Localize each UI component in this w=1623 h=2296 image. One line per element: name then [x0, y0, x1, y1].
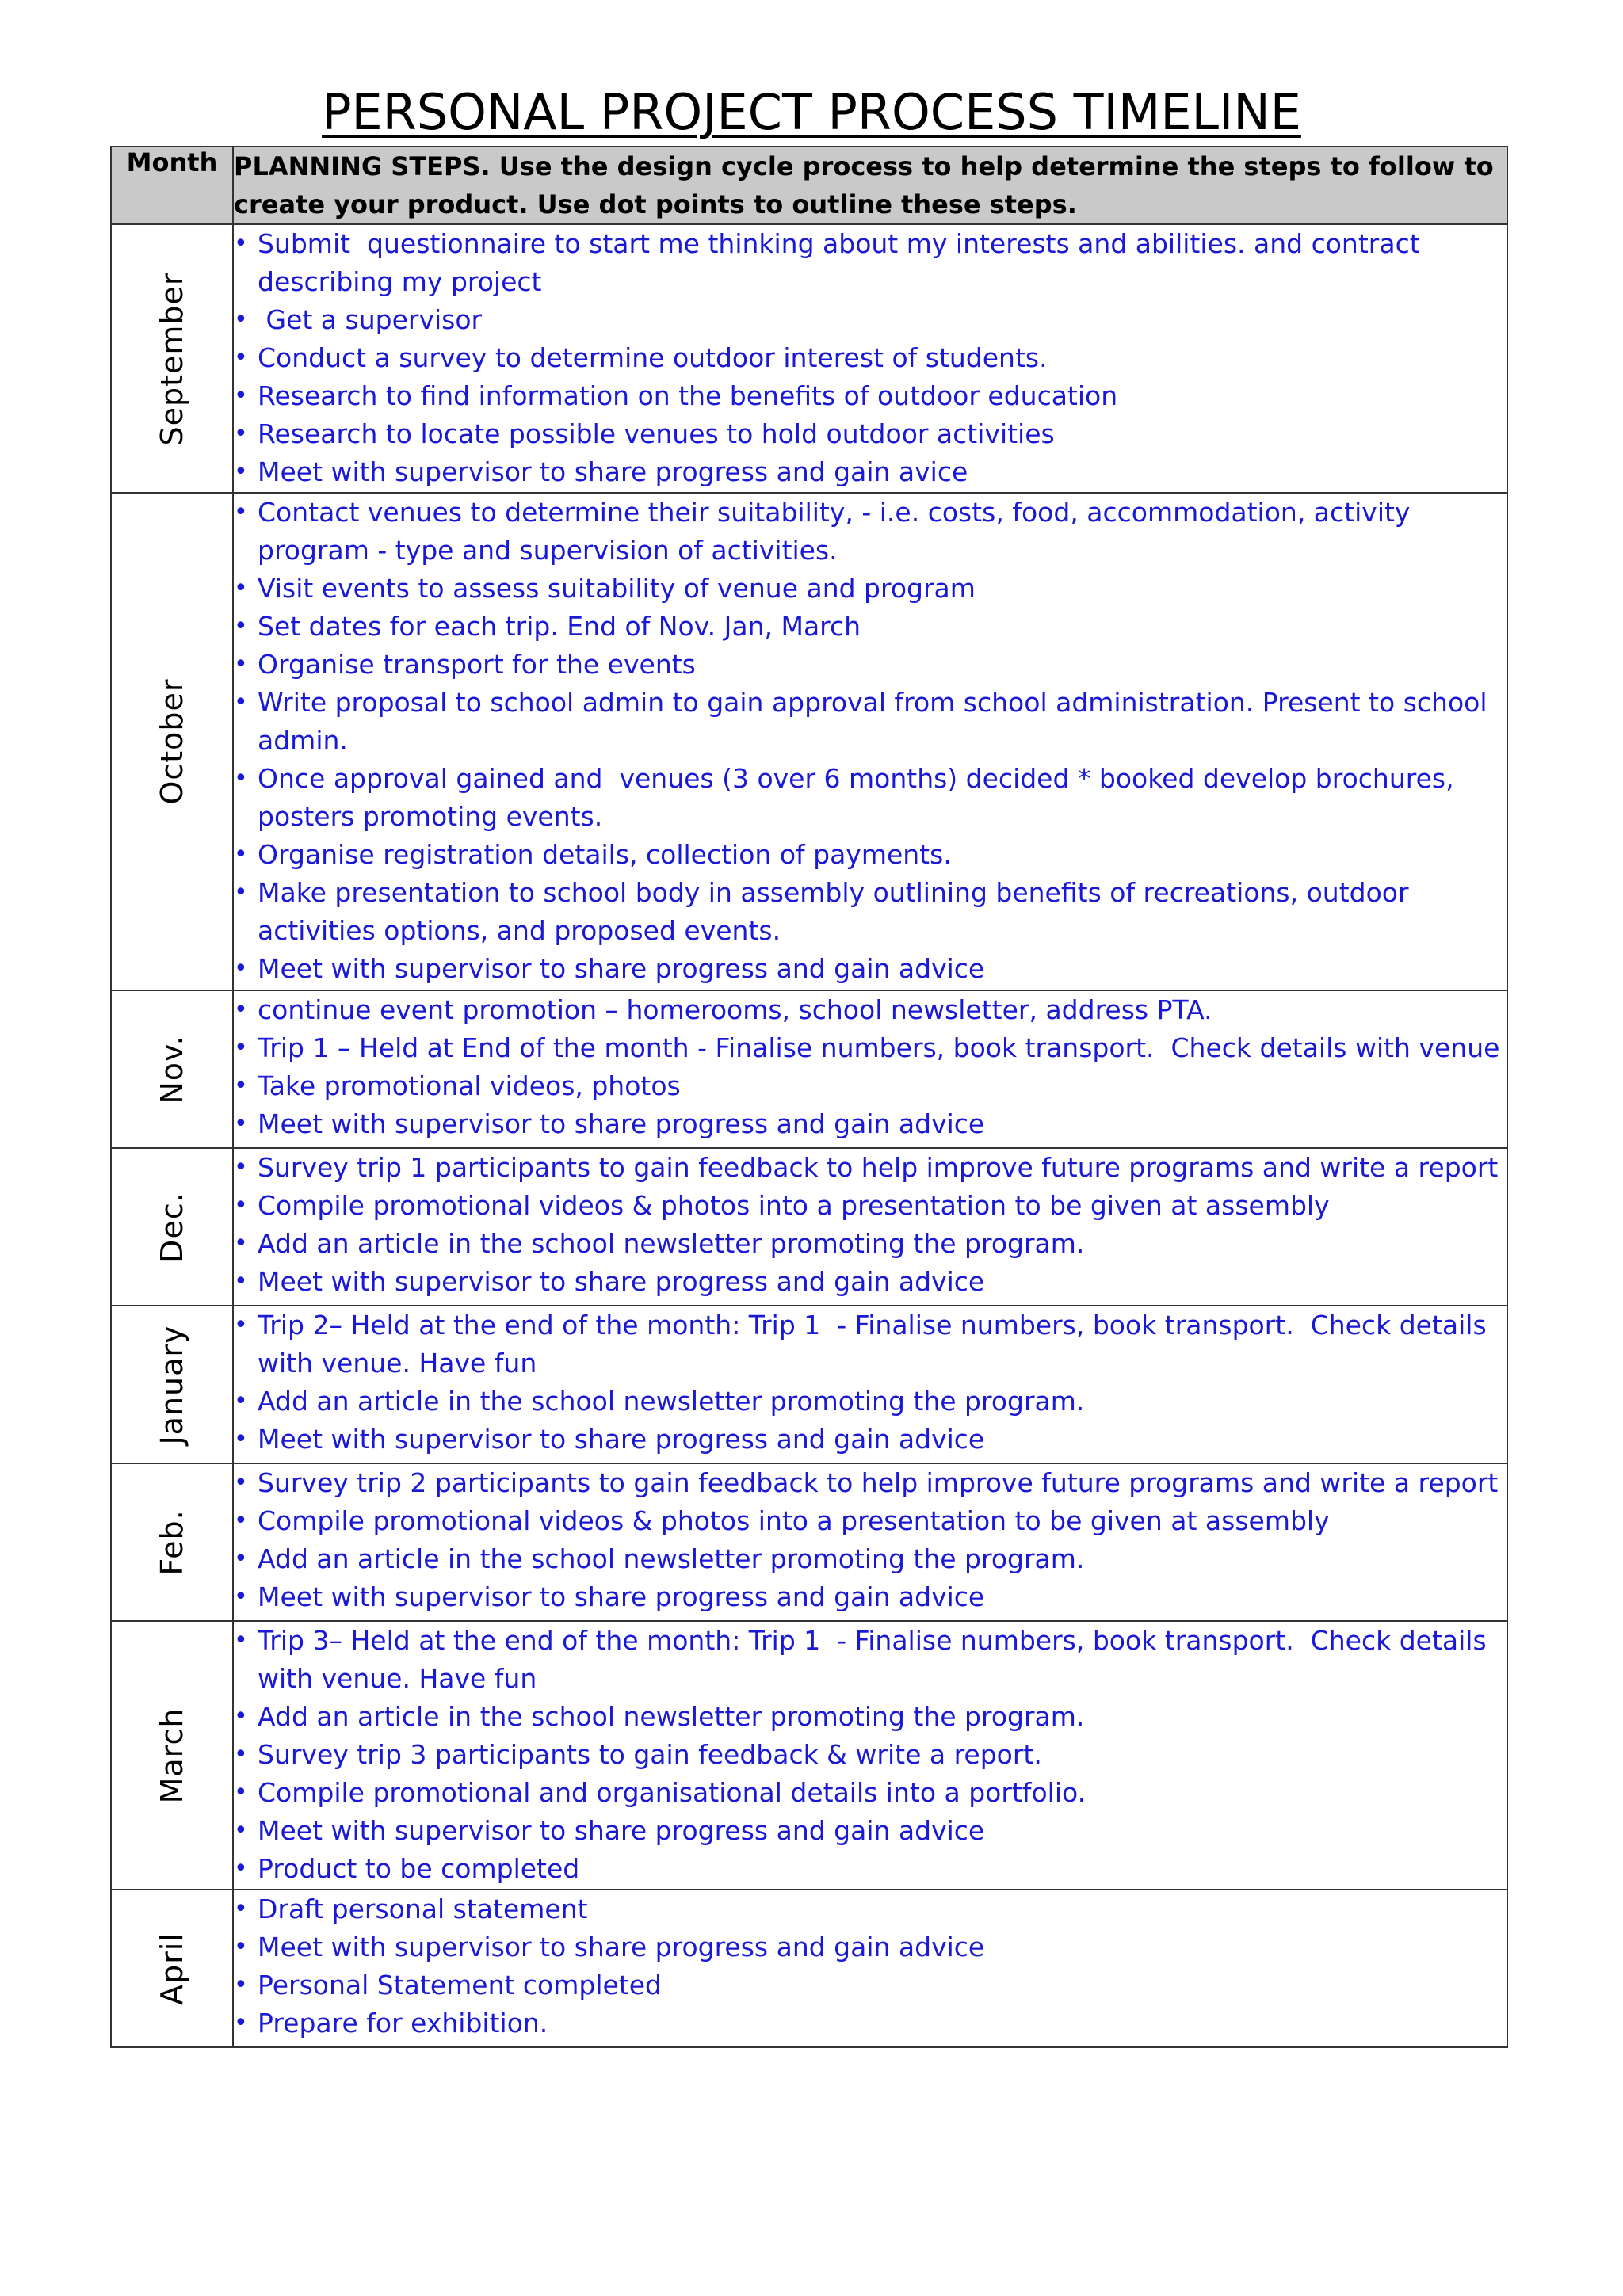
step-text: Contact venues to determine their suitability, - i.e. costs, food, accommodation, activity program - type and supervision of activities.	[258, 497, 1419, 566]
step-item	[234, 1812, 1507, 1850]
step-text: Compile promotional videos & photos into a presentation to be given at assembly	[258, 1505, 1330, 1536]
bullet-icon: •	[234, 230, 248, 257]
bullet-icon: •	[234, 1507, 248, 1535]
step-text: Add an article in the school newsletter promoting the program.	[258, 1386, 1085, 1417]
header-row	[111, 147, 1507, 224]
step-text: Meet with supervisor to share progress and gain advice	[258, 1815, 985, 1846]
bullet-icon: •	[234, 1971, 248, 1999]
steps-list	[234, 1464, 1507, 1616]
step-text: Meet with supervisor to share progress and gain advice	[258, 953, 985, 984]
bullet-icon: •	[234, 612, 248, 640]
month-cell	[111, 1890, 233, 2047]
step-item	[234, 684, 1507, 760]
step-item	[234, 377, 1507, 415]
step-text: Add an article in the school newsletter promoting the program.	[258, 1701, 1085, 1732]
step-item	[234, 608, 1507, 646]
bullet-icon: •	[234, 1895, 248, 1923]
step-text: Organise transport for the events	[258, 649, 696, 680]
bullet-icon: •	[234, 1779, 248, 1806]
step-text: Research to find information on the benefits of outdoor education	[258, 380, 1118, 411]
bullet-icon: •	[234, 1425, 248, 1453]
step-text: Add an article in the school newsletter promoting the program.	[258, 1228, 1085, 1259]
step-item	[234, 1421, 1507, 1459]
step-text: Survey trip 2 participants to gain feedback to help improve future programs and write a report	[258, 1467, 1499, 1498]
bullet-icon: •	[234, 955, 248, 982]
step-text: Meet with supervisor to share progress and gain advice	[258, 1108, 985, 1139]
step-text: Meet with supervisor to share progress and gain advice	[258, 1424, 985, 1455]
timeline-row	[111, 1148, 1507, 1306]
step-text: Meet with supervisor to share progress and gain advice	[258, 1266, 985, 1297]
step-text: Product to be completed	[258, 1853, 580, 1884]
steps-cell	[233, 1463, 1507, 1621]
bullet-icon: •	[234, 1933, 248, 1961]
step-item	[234, 1850, 1507, 1888]
steps-cell	[233, 224, 1507, 493]
month-label: April	[155, 1932, 189, 2005]
step-text: Trip 2– Held at the end of the month: Trip 1 - Finalise numbers, book transport. Check details with venue. Have fun	[258, 1310, 1495, 1379]
bullet-icon: •	[234, 1703, 248, 1730]
timeline-body	[111, 224, 1507, 2047]
bullet-icon: •	[234, 1855, 248, 1882]
steps-cell	[233, 493, 1507, 990]
bullet-icon: •	[234, 574, 248, 602]
month-label: October	[155, 678, 189, 805]
step-text: Visit events to assess suitability of venue and program	[258, 573, 976, 604]
steps-cell	[233, 1306, 1507, 1463]
step-item	[234, 453, 1507, 491]
step-text: Write proposal to school admin to gain approval from school administration. Present to school admin.	[258, 687, 1495, 756]
steps-cell	[233, 1148, 1507, 1306]
step-item	[234, 760, 1507, 836]
bullet-icon: •	[234, 1230, 248, 1257]
steps-list	[234, 225, 1507, 491]
timeline-row	[111, 1463, 1507, 1621]
step-text: Set dates for each trip. End of Nov. Jan, March	[258, 611, 861, 642]
month-cell	[111, 1621, 233, 1890]
month-cell	[111, 1148, 233, 1306]
steps-list	[234, 1890, 1507, 2042]
month-cell	[111, 1306, 233, 1463]
bullet-icon: •	[234, 650, 248, 678]
step-text: Make presentation to school body in assembly outlining benefits of recreations, outdoor activities options, and proposed events.	[258, 877, 1418, 946]
step-text: Organise registration details, collection of payments.	[258, 839, 952, 870]
step-text: Get a supervisor	[258, 304, 483, 335]
timeline-row	[111, 1621, 1507, 1890]
step-item	[234, 874, 1507, 950]
page-title: PERSONAL PROJECT PROCESS TIMELINE	[322, 83, 1301, 141]
month-cell	[111, 224, 233, 493]
month-label: Nov.	[155, 1034, 189, 1104]
step-text: continue event promotion – homerooms, school newsletter, address PTA.	[258, 994, 1212, 1025]
step-text: Meet with supervisor to share progress and gain advice	[258, 1932, 985, 1962]
month-label: Feb.	[155, 1508, 189, 1576]
month-column-header: Month	[111, 147, 233, 224]
bullet-icon: •	[234, 1545, 248, 1573]
timeline-row	[111, 493, 1507, 990]
bullet-icon: •	[234, 1741, 248, 1768]
step-text: Personal Statement completed	[258, 1970, 663, 2000]
step-item	[234, 1578, 1507, 1616]
steps-list	[234, 1149, 1507, 1301]
month-cell	[111, 990, 233, 1148]
step-item	[234, 1540, 1507, 1578]
bullet-icon: •	[234, 420, 248, 448]
step-text: Submit questionnaire to start me thinking about my interests and abilities. and contract describing my project	[258, 228, 1429, 297]
month-label: Dec.	[155, 1191, 189, 1263]
step-text: Survey trip 3 participants to gain feedback & write a report.	[258, 1739, 1042, 1770]
step-item	[234, 415, 1507, 453]
step-item	[234, 570, 1507, 608]
month-label: January	[155, 1324, 189, 1445]
step-text: Take promotional videos, photos	[258, 1070, 681, 1101]
step-item	[234, 1774, 1507, 1812]
bullet-icon: •	[234, 765, 248, 792]
steps-list	[234, 1622, 1507, 1888]
step-item	[234, 991, 1507, 1029]
month-cell	[111, 493, 233, 990]
bullet-icon: •	[234, 1110, 248, 1138]
steps-list	[234, 1306, 1507, 1459]
step-text: Compile promotional and organisational details into a portfolio.	[258, 1777, 1086, 1808]
step-text: Trip 3– Held at the end of the month: Trip 1 - Finalise numbers, book transport. Check details with venue. Have fun	[258, 1625, 1495, 1694]
bullet-icon: •	[234, 1268, 248, 1295]
step-item	[234, 1736, 1507, 1774]
bullet-icon: •	[234, 841, 248, 868]
timeline-row	[111, 990, 1507, 1148]
planning-steps-column-header: PLANNING STEPS. Use the design cycle process to help determine the steps to follow to create your product. Use dot points to outline these steps.	[233, 147, 1507, 224]
step-item	[234, 1029, 1507, 1067]
step-item	[234, 1622, 1507, 1698]
bullet-icon: •	[234, 1583, 248, 1611]
step-item	[234, 1502, 1507, 1540]
bullet-icon: •	[234, 1311, 248, 1339]
bullet-icon: •	[234, 306, 248, 334]
step-item	[234, 339, 1507, 377]
step-item	[234, 1966, 1507, 2004]
bullet-icon: •	[234, 498, 248, 526]
step-text: Meet with supervisor to share progress and gain avice	[258, 456, 968, 487]
bullet-icon: •	[234, 879, 248, 906]
bullet-icon: •	[234, 688, 248, 716]
bullet-icon: •	[234, 1469, 248, 1497]
step-text: Meet with supervisor to share progress and gain advice	[258, 1581, 985, 1612]
bullet-icon: •	[234, 382, 248, 410]
step-item	[234, 1383, 1507, 1421]
steps-cell	[233, 990, 1507, 1148]
step-item	[234, 301, 1507, 339]
step-item	[234, 1105, 1507, 1143]
bullet-icon: •	[234, 1817, 248, 1844]
step-text: Draft personal statement	[258, 1894, 588, 1924]
bullet-icon: •	[234, 1072, 248, 1100]
step-text: Once approval gained and venues (3 over 6 months) decided * booked develop brochures, posters promoting events.	[258, 763, 1463, 832]
timeline-row	[111, 1890, 1507, 2047]
step-item	[234, 1187, 1507, 1225]
step-text: Trip 1 – Held at End of the month - Finalise numbers, book transport. Check details with venue	[258, 1032, 1500, 1063]
step-text: Survey trip 1 participants to gain feedback to help improve future programs and write a report	[258, 1152, 1499, 1183]
month-label: March	[155, 1707, 189, 1803]
timeline-row	[111, 1306, 1507, 1463]
month-label: September	[155, 271, 189, 446]
bullet-icon: •	[234, 996, 248, 1024]
bullet-icon: •	[234, 344, 248, 372]
steps-list	[234, 494, 1507, 988]
step-item	[234, 646, 1507, 684]
bullet-icon: •	[234, 458, 248, 486]
month-cell	[111, 1463, 233, 1621]
bullet-icon: •	[234, 1034, 248, 1062]
step-text: Add an article in the school newsletter promoting the program.	[258, 1543, 1085, 1574]
timeline-table	[110, 146, 1508, 2048]
step-item	[234, 1928, 1507, 1966]
step-text: Conduct a survey to determine outdoor interest of students.	[258, 342, 1048, 373]
step-item	[234, 225, 1507, 301]
step-item	[234, 950, 1507, 988]
step-item	[234, 1306, 1507, 1383]
steps-cell	[233, 1890, 1507, 2047]
timeline-row	[111, 224, 1507, 493]
step-item	[234, 1464, 1507, 1502]
step-text: Compile promotional videos & photos into a presentation to be given at assembly	[258, 1190, 1330, 1221]
step-item	[234, 1067, 1507, 1105]
step-text: Research to locate possible venues to hold outdoor activities	[258, 418, 1055, 449]
step-item	[234, 1890, 1507, 1928]
bullet-icon: •	[234, 1154, 248, 1181]
bullet-icon: •	[234, 1627, 248, 1654]
step-item	[234, 836, 1507, 874]
step-item	[234, 1263, 1507, 1301]
step-item	[234, 494, 1507, 570]
step-item	[234, 1149, 1507, 1187]
step-item	[234, 2004, 1507, 2042]
step-item	[234, 1225, 1507, 1263]
steps-cell	[233, 1621, 1507, 1890]
step-item	[234, 1698, 1507, 1736]
bullet-icon: •	[234, 2009, 248, 2037]
steps-list	[234, 991, 1507, 1143]
bullet-icon: •	[234, 1192, 248, 1219]
step-text: Prepare for exhibition.	[258, 2008, 548, 2039]
bullet-icon: •	[234, 1387, 248, 1415]
